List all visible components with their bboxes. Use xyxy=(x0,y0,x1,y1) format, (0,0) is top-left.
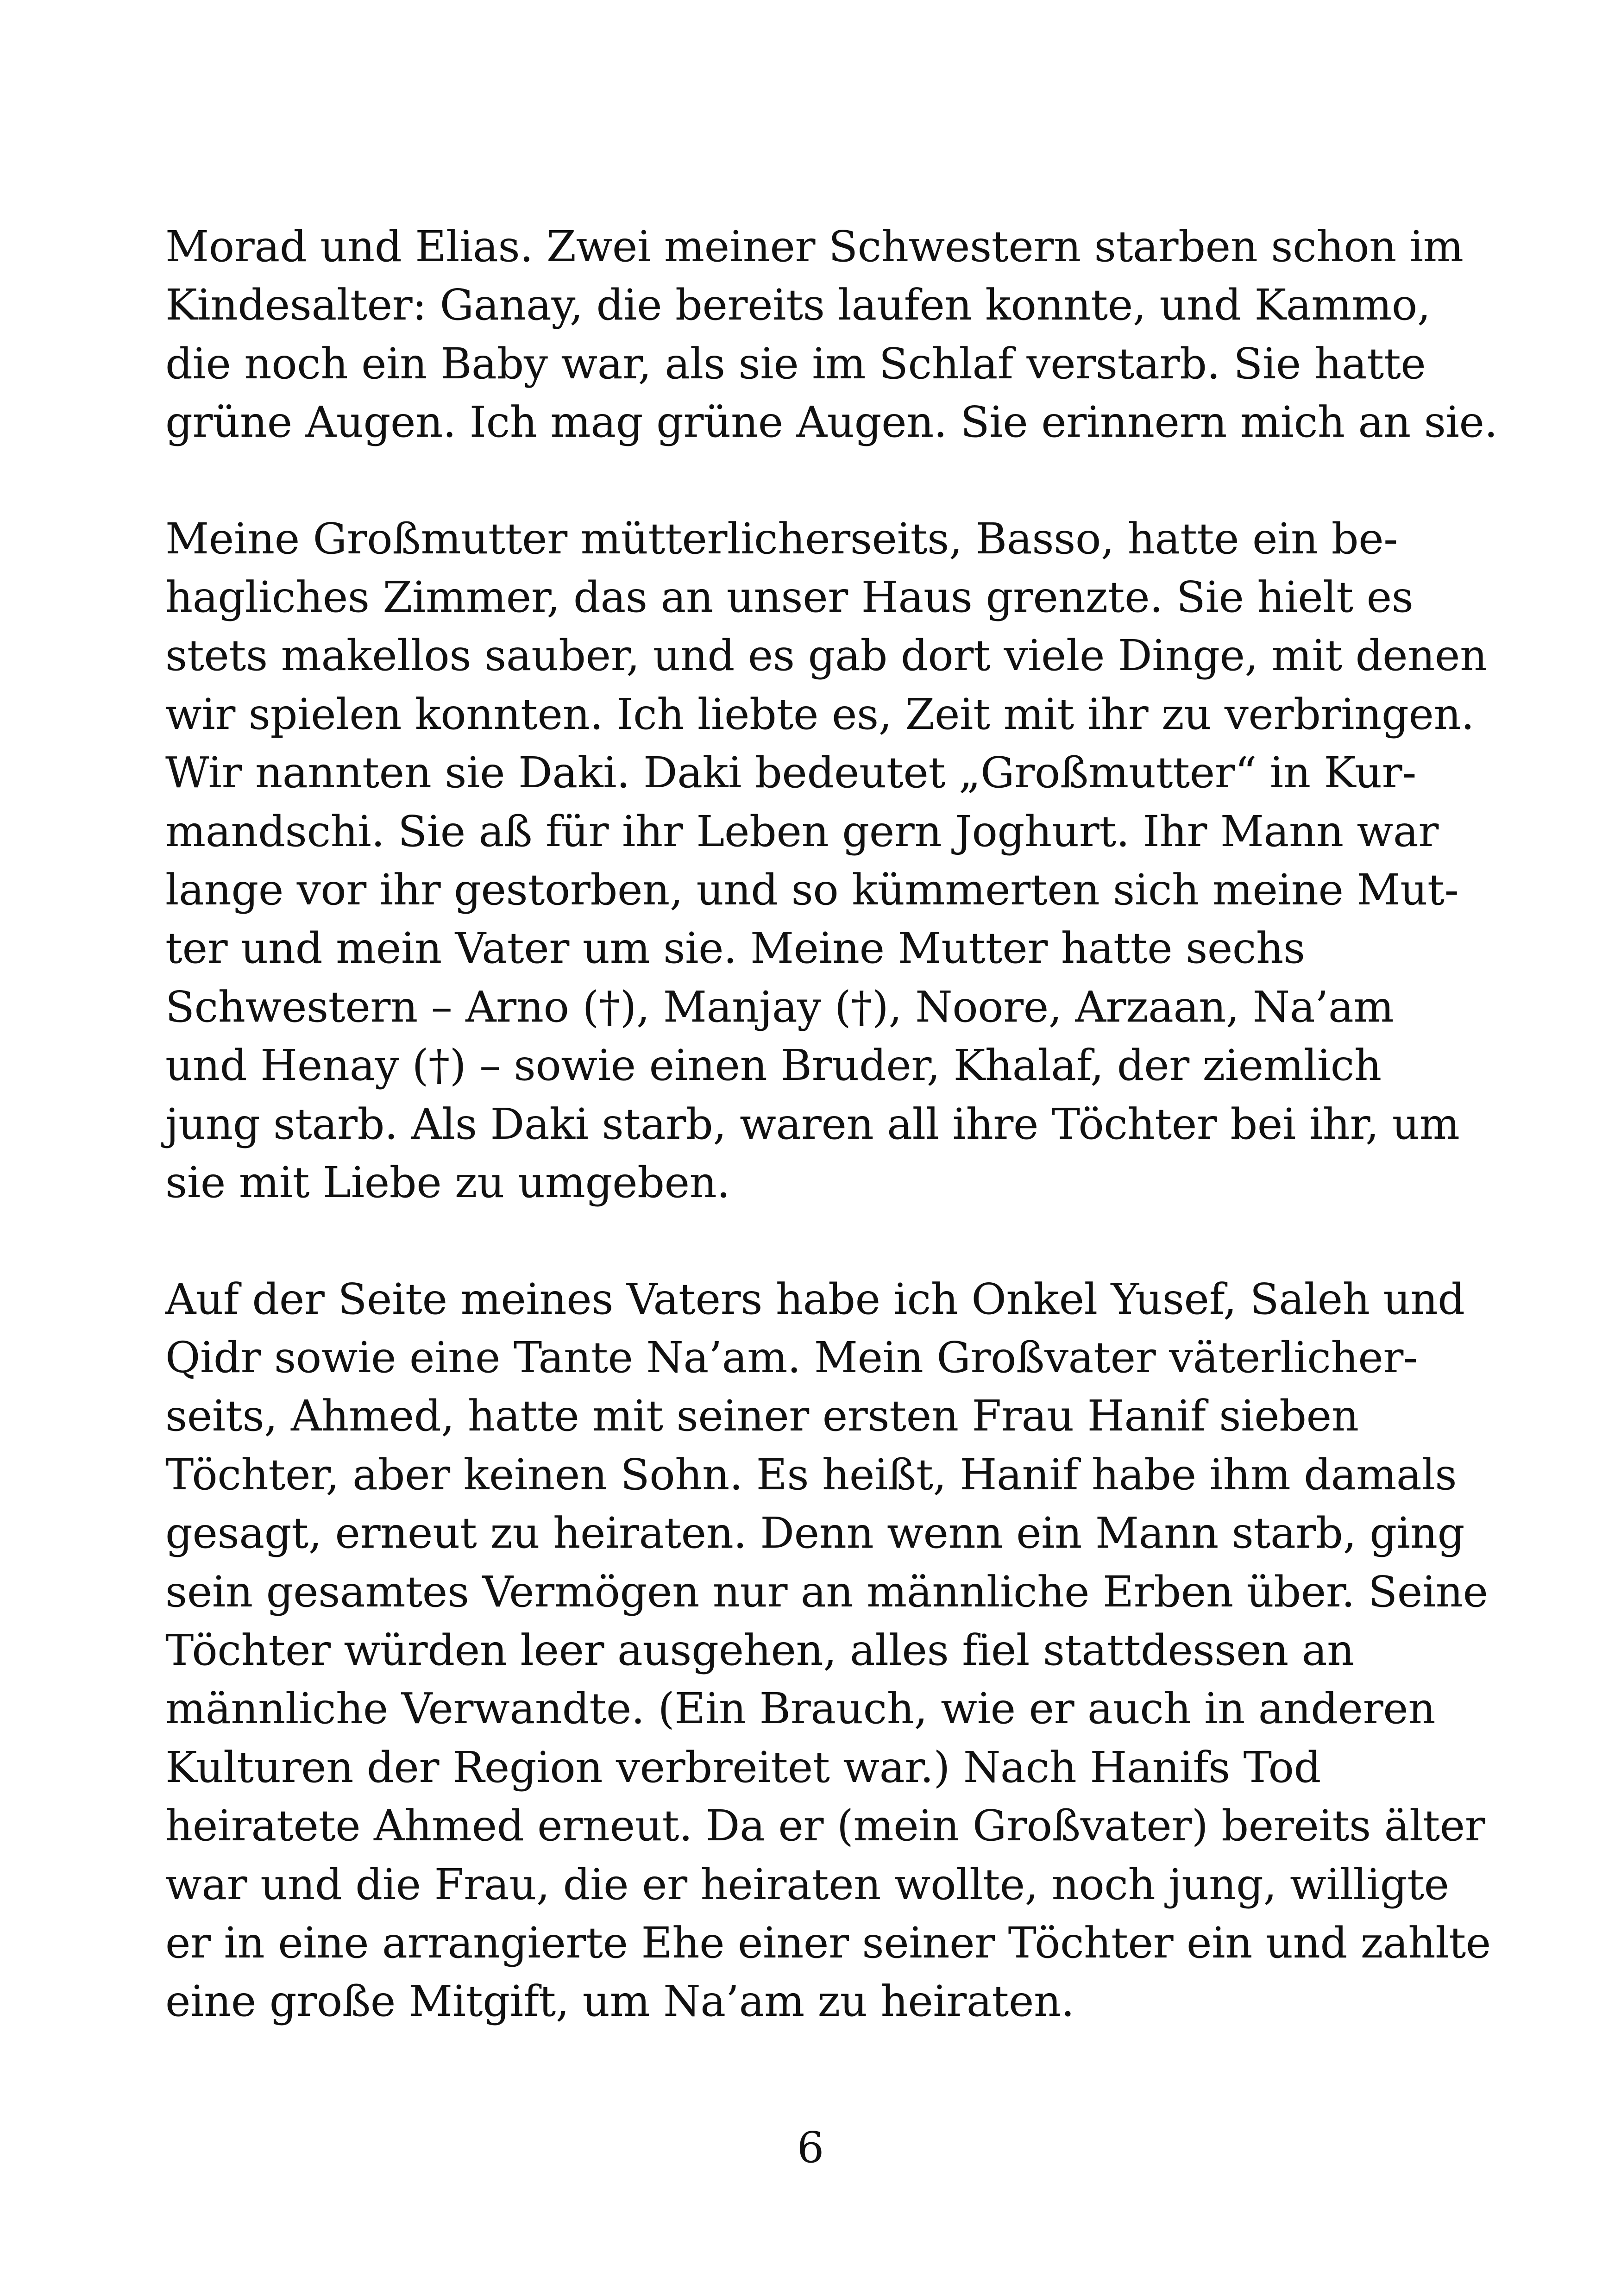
text-line: war und die Frau, die er heiraten wollte, noch jung, willigte xyxy=(165,1859,1449,1909)
text-line: wir spielen konnten. Ich liebte es, Zeit mit ihr zu verbringen. xyxy=(165,689,1475,739)
text-line: grüne Augen. Ich mag grüne Augen. Sie erinnern mich an sie. xyxy=(165,397,1498,447)
text-line: stets makellos sauber, und es gab dort viele Dinge, mit denen xyxy=(165,631,1487,681)
text-line: Morad und Elias. Zwei meiner Schwestern starben schon im xyxy=(165,222,1464,271)
text-line: lange vor ihr gestorben, und so kümmerten sich meine Mut- xyxy=(165,865,1459,915)
text-line: Auf der Seite meines Vaters habe ich Onkel Yusef, Saleh und xyxy=(165,1274,1465,1324)
text-line: jung starb. Als Daki starb, waren all ihre Töchter bei ihr, um xyxy=(165,1099,1460,1149)
text-line: er in eine arrangierte Ehe einer seiner Töchter ein und zahlte xyxy=(165,1918,1491,1968)
paragraph-1 xyxy=(165,218,1498,452)
text-line: die noch ein Baby war, als sie im Schlaf verstarb. Sie hatte xyxy=(165,339,1426,389)
text-line: Qidr sowie eine Tante Na’am. Mein Großvater väterlicher- xyxy=(165,1332,1418,1382)
text-line: ter und mein Vater um sie. Meine Mutter hatte sechs xyxy=(165,923,1305,973)
text-line: sein gesamtes Vermögen nur an männliche Erben über. Seine xyxy=(165,1567,1488,1617)
text-line: Meine Großmutter mütterlicherseits, Basso, hatte ein be- xyxy=(165,514,1398,564)
text-line: hagliches Zimmer, das an unser Haus grenzte. Sie hielt es xyxy=(165,572,1414,622)
paragraph-2 xyxy=(165,510,1487,1212)
text-line: Kindesalter: Ganay, die bereits laufen konnte, und Kammo, xyxy=(165,280,1431,330)
text-line: Töchter, aber keinen Sohn. Es heißt, Hanif habe ihm damals xyxy=(165,1449,1457,1499)
text-line: sie mit Liebe zu umgeben. xyxy=(165,1158,730,1208)
text-line: und Henay (†) – sowie einen Bruder, Khalaf, der ziemlich xyxy=(165,1041,1382,1091)
text-line: gesagt, erneut zu heiraten. Denn wenn ein Mann starb, ging xyxy=(165,1508,1465,1558)
paragraph-3 xyxy=(165,1270,1491,2031)
text-line: mandschi. Sie aß für ihr Leben gern Joghurt. Ihr Mann war xyxy=(165,806,1439,856)
text-line: eine große Mitgift, um Na’am zu heiraten. xyxy=(165,1976,1074,2026)
text-line: männliche Verwandte. (Ein Brauch, wie er auch in anderen xyxy=(165,1684,1436,1734)
text-line: seits, Ahmed, hatte mit seiner ersten Frau Hanif sieben xyxy=(165,1391,1359,1441)
text-line: Kulturen der Region verbreitet war.) Nach Hanifs Tod xyxy=(165,1742,1321,1792)
page-number: 6 xyxy=(797,2123,824,2172)
body-text xyxy=(165,218,1498,2089)
text-line: heiratete Ahmed erneut. Da er (mein Großvater) bereits älter xyxy=(165,1801,1485,1851)
text-line: Töchter würden leer ausgehen, alles fiel stattdessen an xyxy=(165,1625,1355,1675)
text-line: Schwestern – Arno (†), Manjay (†), Noore, Arzaan, Na’am xyxy=(165,982,1394,1032)
text-line: Wir nannten sie Daki. Daki bedeutet „Großmutter“ in Kur- xyxy=(165,748,1416,798)
